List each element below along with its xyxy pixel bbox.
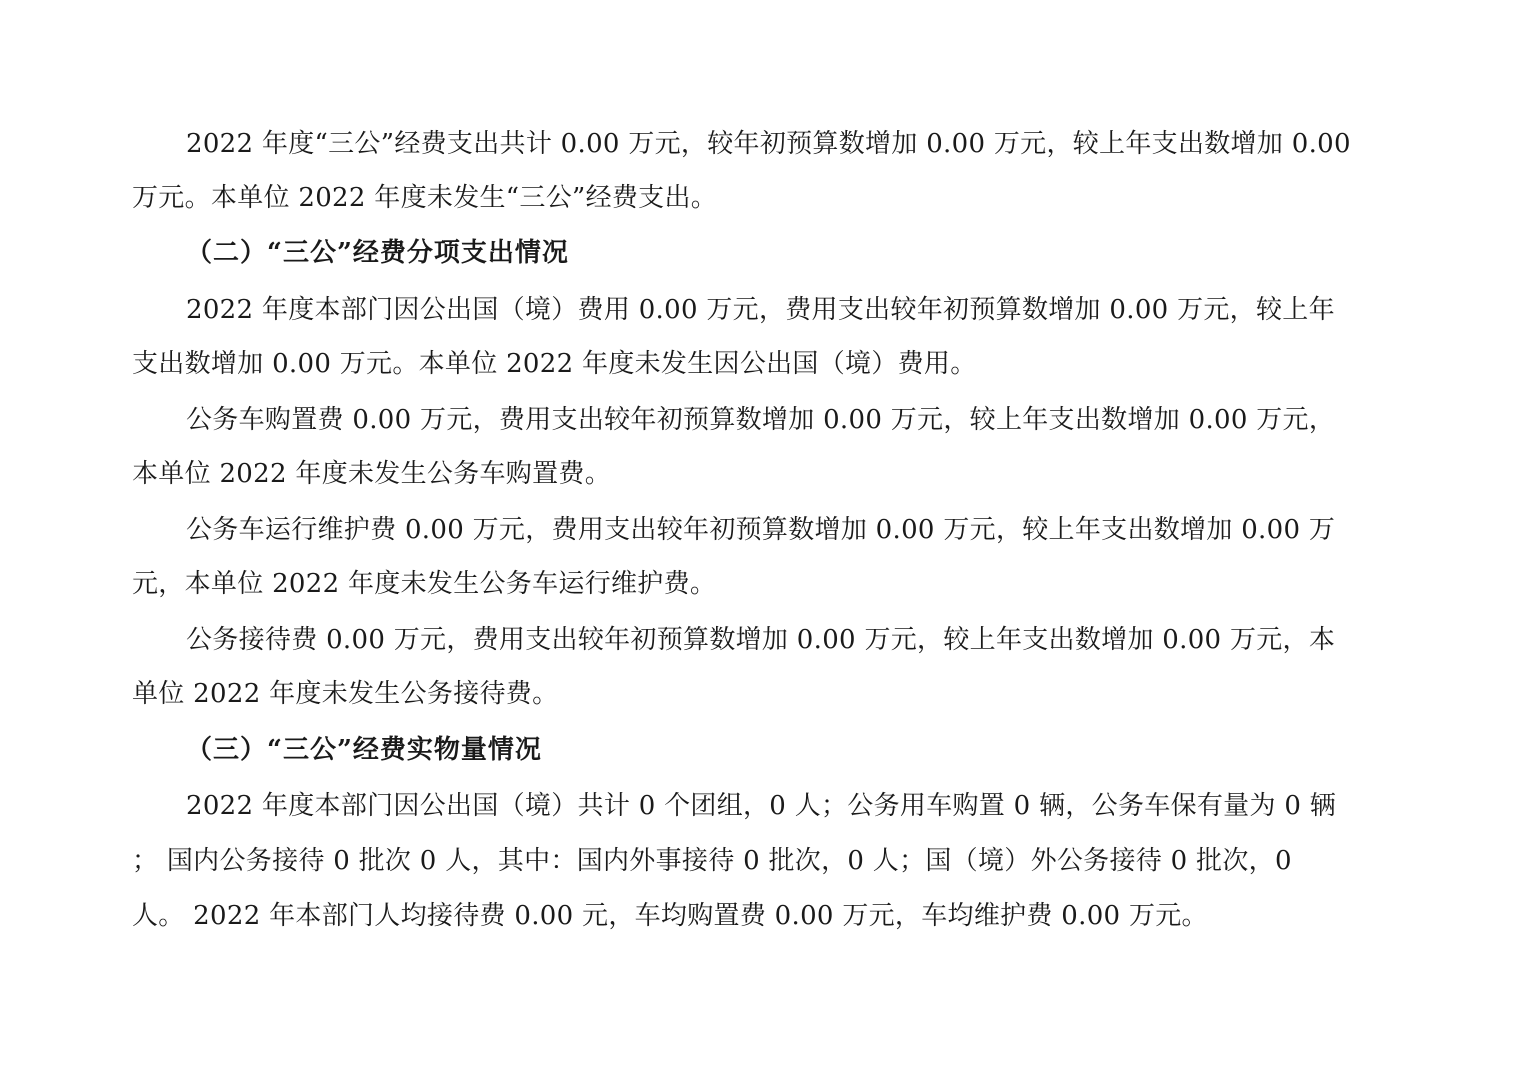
section-heading-itemized: （二）“三公”经费分项支出情况 xyxy=(186,238,569,268)
paragraph-total-line-2: 万元。本单位 2022 年度未发生“三公”经费支出。 xyxy=(132,183,718,213)
paragraph-reception-line-2: 单位 2022 年度未发生公务接待费。 xyxy=(132,679,559,709)
paragraph-vehicle-purchase-line-2: 本单位 2022 年度未发生公务车购置费。 xyxy=(132,459,611,489)
paragraph-overseas-line-2: 支出数增加 0.00 万元。本单位 2022 年度未发生因公出国（境）费用。 xyxy=(132,349,977,379)
paragraph-vehicle-maintenance-line-1: 公务车运行维护费 0.00 万元，费用支出较年初预算数增加 0.00 万元，较上年支出数增加 0.00 万 xyxy=(186,515,1336,545)
paragraph-physical-line-3: 人。 2022 年本部门人均接待费 0.00 元，车均购置费 0.00 万元，车均维护费 0.00 万元。 xyxy=(132,901,1208,931)
paragraph-physical-line-2: ； 国内公务接待 0 批次 0 人，其中：国内外事接待 0 批次，0 人；国（境）外公务接待 0 批次，0 xyxy=(132,846,1292,876)
section-heading-physical: （三）“三公”经费实物量情况 xyxy=(186,735,542,765)
paragraph-reception-line-1: 公务接待费 0.00 万元，费用支出较年初预算数增加 0.00 万元，较上年支出数增加 0.00 万元，本 xyxy=(186,625,1336,655)
paragraph-vehicle-maintenance-line-2: 元，本单位 2022 年度未发生公务车运行维护费。 xyxy=(132,569,717,599)
paragraph-vehicle-purchase-line-1: 公务车购置费 0.00 万元，费用支出较年初预算数增加 0.00 万元，较上年支出数增加 0.00 万元， xyxy=(186,405,1336,435)
paragraph-physical-line-1: 2022 年度本部门因公出国（境）共计 0 个团组，0 人；公务用车购置 0 辆，公务车保有量为 0 辆 xyxy=(186,791,1337,821)
paragraph-overseas-line-1: 2022 年度本部门因公出国（境）费用 0.00 万元，费用支出较年初预算数增加 0.00 万元，较上年 xyxy=(186,295,1335,325)
paragraph-total-line-1: 2022 年度“三公”经费支出共计 0.00 万元，较年初预算数增加 0.00 万元，较上年支出数增加 0.00 xyxy=(186,129,1351,159)
